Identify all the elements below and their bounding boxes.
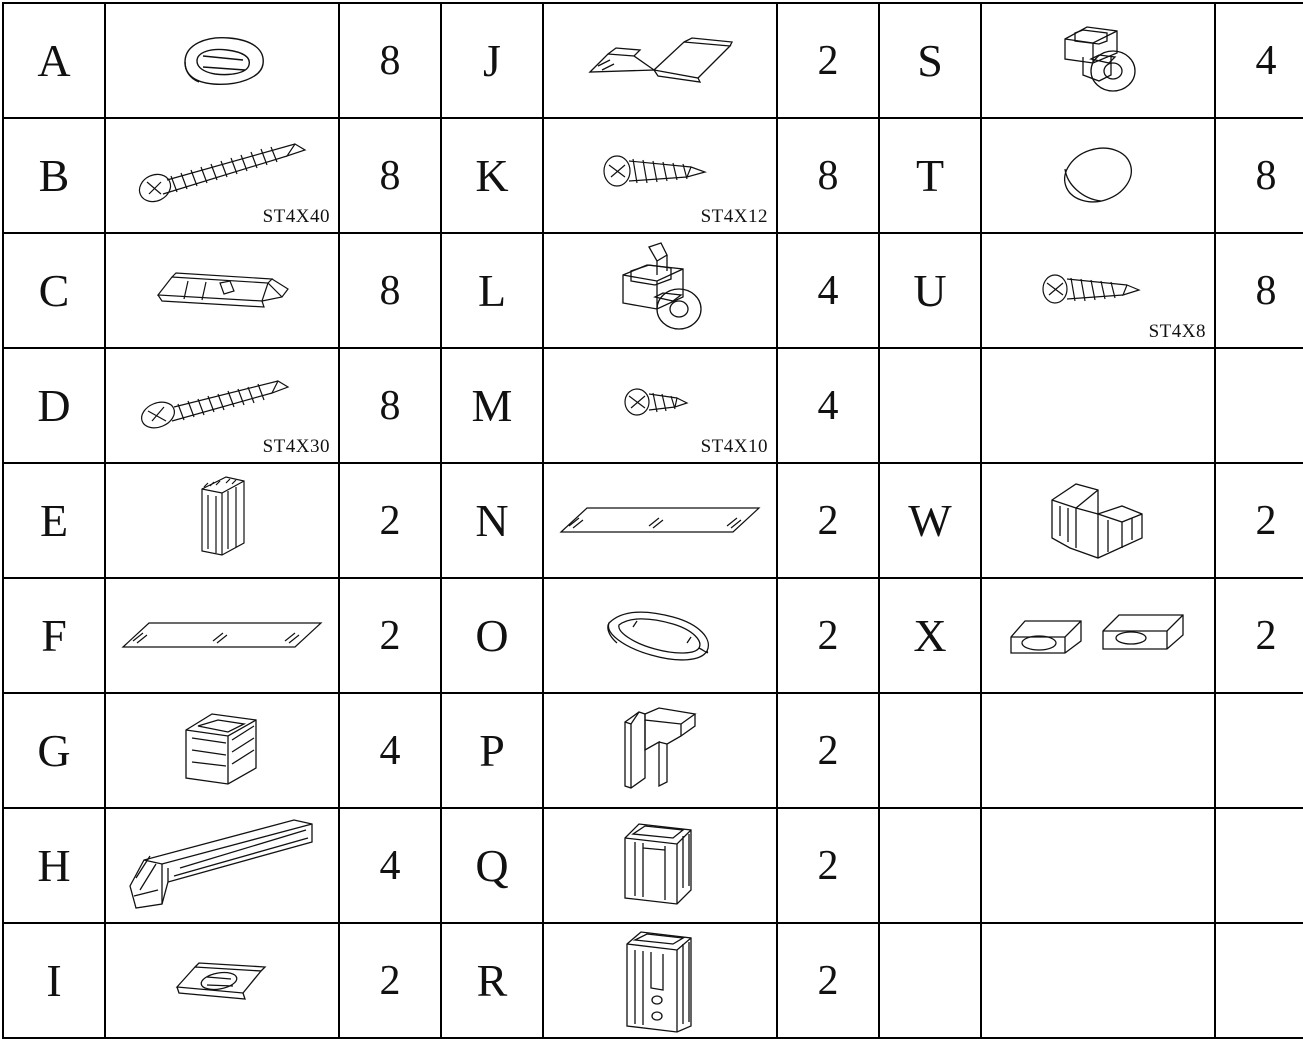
part-image-cell xyxy=(543,923,777,1038)
vertical-track-profile-icon xyxy=(544,924,776,1037)
table-row xyxy=(3,348,1303,463)
part-letter-cell xyxy=(879,3,981,118)
table-row xyxy=(3,693,1303,808)
part-qty: 2 xyxy=(379,612,401,659)
part-qty: 4 xyxy=(379,727,401,774)
part-qty: 8 xyxy=(1255,152,1277,199)
part-image-cell xyxy=(105,348,339,463)
part-letter: R xyxy=(476,954,508,1006)
part-letter-cell xyxy=(441,118,543,233)
part-qty-cell xyxy=(1215,233,1303,348)
table-row xyxy=(3,923,1303,1038)
part-image-cell xyxy=(105,808,339,923)
part-letter-cell xyxy=(441,463,543,578)
part-qty: 4 xyxy=(1255,37,1277,84)
part-qty: 2 xyxy=(817,842,839,889)
part-image-cell xyxy=(105,463,339,578)
part-qty-cell xyxy=(1215,578,1303,693)
part-image-cell xyxy=(543,463,777,578)
part-qty: 4 xyxy=(817,267,839,314)
part-letter: U xyxy=(913,264,947,316)
part-letter-cell xyxy=(441,3,543,118)
table-row xyxy=(3,808,1303,923)
part-letter-cell xyxy=(3,233,105,348)
part-spec-code: ST4X30 xyxy=(262,436,330,457)
table-row xyxy=(3,233,1303,348)
part-qty: 8 xyxy=(379,152,401,199)
part-spec-code: ST4X12 xyxy=(700,206,768,227)
table-row xyxy=(3,578,1303,693)
part-letter: X xyxy=(913,609,947,661)
part-letter: F xyxy=(41,609,67,661)
part-qty-cell xyxy=(777,118,879,233)
part-image-cell xyxy=(981,578,1215,693)
part-letter: B xyxy=(38,149,70,201)
part-letter-cell xyxy=(441,578,543,693)
door-handle-bar-icon xyxy=(544,579,776,692)
glass-panel-long-icon xyxy=(544,464,776,577)
part-qty: 2 xyxy=(817,497,839,544)
part-letter-cell xyxy=(3,693,105,808)
part-letter: S xyxy=(917,34,943,86)
part-qty-cell xyxy=(339,463,441,578)
part-letter: K xyxy=(475,149,509,201)
empty-cell xyxy=(981,348,1215,463)
part-letter: N xyxy=(475,494,509,546)
empty-cell xyxy=(879,693,981,808)
part-letter: L xyxy=(477,264,507,316)
part-letter-cell xyxy=(3,348,105,463)
part-qty: 8 xyxy=(379,37,401,84)
part-letter: C xyxy=(38,264,70,316)
empty-cell xyxy=(879,923,981,1038)
part-letter: P xyxy=(479,724,505,776)
part-image-cell xyxy=(105,578,339,693)
empty-cell xyxy=(1215,693,1303,808)
part-qty: 2 xyxy=(1255,612,1277,659)
empty-cell xyxy=(1215,348,1303,463)
part-qty-cell xyxy=(777,463,879,578)
part-letter: J xyxy=(483,34,501,86)
part-qty-cell xyxy=(1215,463,1303,578)
oval-washer-clip-icon xyxy=(106,4,338,117)
empty-cell xyxy=(1215,923,1303,1038)
angled-bracket-strip-icon xyxy=(544,4,776,117)
part-qty-cell xyxy=(339,923,441,1038)
part-letter-cell xyxy=(441,233,543,348)
part-qty: 2 xyxy=(817,957,839,1004)
round-cover-cap-icon xyxy=(982,119,1214,232)
part-qty-cell xyxy=(777,808,879,923)
part-qty-cell xyxy=(1215,3,1303,118)
part-letter-cell xyxy=(441,808,543,923)
part-image-cell xyxy=(543,3,777,118)
part-letter: E xyxy=(39,494,69,546)
angle-channel-profile-icon xyxy=(544,694,776,807)
part-qty-cell xyxy=(339,808,441,923)
part-qty-cell xyxy=(777,348,879,463)
table-row xyxy=(3,463,1303,578)
part-image-cell xyxy=(543,348,777,463)
parts-list-table xyxy=(2,2,1303,1039)
slotted-guide-block-icon xyxy=(106,694,338,807)
empty-cell xyxy=(981,808,1215,923)
part-image-cell xyxy=(981,233,1215,348)
part-letter: T xyxy=(915,149,945,201)
part-image-cell xyxy=(105,693,339,808)
part-image-cell xyxy=(105,923,339,1038)
part-qty-cell xyxy=(777,923,879,1038)
part-image-cell xyxy=(105,233,339,348)
vertical-post-profile-icon xyxy=(106,464,338,577)
part-letter-cell xyxy=(3,578,105,693)
part-qty-cell xyxy=(777,578,879,693)
part-letter-cell xyxy=(879,118,981,233)
part-image-cell xyxy=(543,233,777,348)
empty-cell xyxy=(1215,808,1303,923)
paired-end-caps-icon xyxy=(982,579,1214,692)
part-qty-cell xyxy=(777,233,879,348)
part-letter-cell xyxy=(3,923,105,1038)
part-qty-cell xyxy=(339,233,441,348)
part-qty: 2 xyxy=(1255,497,1277,544)
table-row xyxy=(3,118,1303,233)
part-image-cell xyxy=(543,578,777,693)
corner-joint-block-icon xyxy=(982,464,1214,577)
part-qty: 2 xyxy=(817,727,839,774)
part-qty: 4 xyxy=(379,842,401,889)
part-qty: 4 xyxy=(817,382,839,429)
part-letter-cell xyxy=(3,3,105,118)
flat-slot-plate-icon xyxy=(106,924,338,1037)
empty-cell xyxy=(981,693,1215,808)
empty-cell xyxy=(879,348,981,463)
part-qty-cell xyxy=(339,578,441,693)
roller-wheel-assembly-icon xyxy=(982,4,1214,117)
part-letter: A xyxy=(37,34,71,86)
part-qty: 2 xyxy=(817,612,839,659)
part-image-cell xyxy=(543,693,777,808)
wall-anchor-plug-icon xyxy=(106,234,338,347)
part-letter-cell xyxy=(441,348,543,463)
part-qty-cell xyxy=(339,693,441,808)
part-qty: 8 xyxy=(379,267,401,314)
part-image-cell xyxy=(981,118,1215,233)
part-spec-code: ST4X8 xyxy=(1148,321,1206,342)
part-spec-code: ST4X40 xyxy=(262,206,330,227)
part-letter-cell xyxy=(879,233,981,348)
part-spec-code: ST4X10 xyxy=(700,436,768,457)
part-image-cell xyxy=(981,463,1215,578)
part-qty-cell xyxy=(339,348,441,463)
long-rail-channel-icon xyxy=(106,809,338,922)
part-qty-cell xyxy=(777,693,879,808)
u-channel-profile-icon xyxy=(544,809,776,922)
part-qty-cell xyxy=(339,118,441,233)
part-qty-cell xyxy=(1215,118,1303,233)
part-image-cell xyxy=(543,118,777,233)
part-qty: 8 xyxy=(1255,267,1277,314)
part-letter-cell xyxy=(879,578,981,693)
part-image-cell xyxy=(105,3,339,118)
part-qty-cell xyxy=(339,3,441,118)
part-letter-cell xyxy=(3,118,105,233)
glass-panel-short-icon xyxy=(106,579,338,692)
part-letter-cell xyxy=(879,463,981,578)
roller-wheel-bracket-icon xyxy=(544,234,776,347)
part-letter: O xyxy=(475,609,509,661)
part-letter: D xyxy=(37,379,71,431)
empty-cell xyxy=(981,923,1215,1038)
part-qty: 8 xyxy=(817,152,839,199)
part-letter-cell xyxy=(3,463,105,578)
part-image-cell xyxy=(543,808,777,923)
part-image-cell xyxy=(981,3,1215,118)
empty-cell xyxy=(879,808,981,923)
part-image-cell xyxy=(105,118,339,233)
part-letter: Q xyxy=(475,839,509,891)
part-letter: G xyxy=(37,724,71,776)
part-letter-cell xyxy=(3,808,105,923)
part-qty: 8 xyxy=(379,382,401,429)
part-letter: I xyxy=(46,954,62,1006)
part-letter: W xyxy=(908,494,952,546)
part-qty: 2 xyxy=(817,37,839,84)
table-row xyxy=(3,3,1303,118)
part-letter-cell xyxy=(441,693,543,808)
part-qty-cell xyxy=(777,3,879,118)
part-letter: M xyxy=(471,379,513,431)
part-letter-cell xyxy=(441,923,543,1038)
part-qty: 2 xyxy=(379,497,401,544)
part-qty: 2 xyxy=(379,957,401,1004)
part-letter: H xyxy=(37,839,71,891)
